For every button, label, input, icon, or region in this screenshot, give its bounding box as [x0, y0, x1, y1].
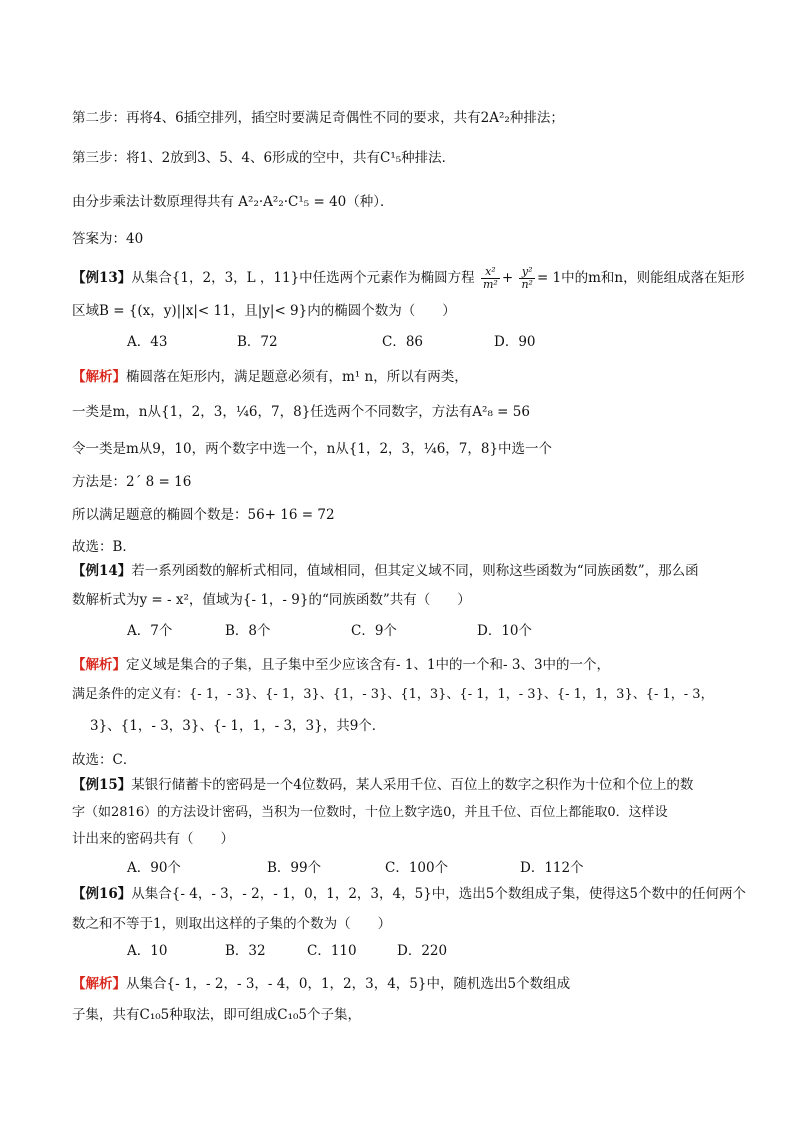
option-d: D．112个	[520, 860, 584, 876]
option-c: C．86	[382, 334, 424, 350]
example14-tag: 【例14】	[72, 563, 132, 579]
option-a: A．7个	[127, 623, 173, 639]
example15-line3: 计出来的密码共有（ ）	[72, 831, 234, 847]
example16-tag: 【例16】	[72, 886, 132, 902]
option-b: B．8个	[225, 623, 271, 639]
solution16-line1: 【解析】从集合{- 1，- 2，- 3，- 4，0，1，2，3，4，5}中，随机选出5个数组成	[72, 976, 571, 992]
option-c: C．9个	[351, 623, 397, 639]
product-line: 由分步乘法计数原理得共有 A²₂·A²₂·C¹₅ = 40（种）．	[72, 194, 394, 210]
answer-line: 答案为：40	[72, 231, 144, 247]
option-b: B．32	[225, 943, 266, 959]
solution14-line4: 故选：C．	[72, 752, 137, 768]
example14-options	[127, 622, 532, 640]
fraction-y2-n2: $\frac{\text{y²}}{\text{n²}}$	[521, 265, 533, 291]
example15-line1: 【例15】某银行储蓄卡的密码是一个4位数码，某人采用千位、百位上的数字之积作为十位和个位上的数	[72, 777, 694, 793]
option-c: C．100个	[385, 860, 449, 876]
option-c: C．110	[307, 943, 357, 959]
example15-tag: 【例15】	[72, 777, 132, 793]
solution13-line3: 令一类是m从9，10，两个数字中选一个，n从{1，2，3，¼6，7，8}中选一个	[72, 441, 553, 457]
example14-line1: 【例14】若一系列函数的解析式相同，值域相同，但其定义域不同，则称这些函数为“同族函数”，那么函	[72, 563, 699, 579]
option-a: A．43	[127, 334, 168, 350]
solution16-line2: 子集，共有C₁₀5种取法，即可组成C₁₀5个子集，	[72, 1007, 361, 1023]
plus-sign: +	[501, 270, 514, 286]
solution13-tag: 【解析】	[72, 369, 126, 385]
solution13-line5: 所以满足题意的椭圆个数是：56+ 16 = 72	[72, 507, 335, 523]
example13-text-b: = 1中的m和n，则能组成落在矩形	[536, 270, 745, 286]
solution16-tag: 【解析】	[72, 976, 126, 992]
example13-line2: 区域B = {(x，y)||x|< 11，且|y|< 9}内的椭圆个数为（ ）	[72, 303, 456, 319]
option-b: B．72	[237, 334, 278, 350]
option-d: D．90	[494, 334, 536, 350]
option-a: A．90个	[127, 860, 181, 876]
solution13-line1: 【解析】椭圆落在矩形内，满足题意必须有，m¹ n，所以有两类，	[72, 369, 468, 385]
example16-line2: 数之和不等于1，则取出这样的子集的个数为（ ）	[72, 916, 392, 932]
option-d: D．10个	[477, 623, 533, 639]
step3-line: 第三步：将1、2放到3、5、4、6形成的空中，共有C¹₅种排法．	[72, 150, 456, 166]
solution13-line2: 一类是m，n从{1，2，3，¼6，7，8}任选两个不同数字，方法有A²₈ = 56	[72, 404, 530, 420]
option-a: A．10	[127, 943, 168, 959]
option-b: B．99个	[267, 860, 322, 876]
example13-options	[127, 333, 536, 351]
example15-options	[127, 859, 584, 877]
example16-line1: 【例16】从集合{- 4，- 3，- 2，- 1，0，1，2，3，4，5}中，选出5个数组成子集，使得这5个数中的任何两个	[72, 886, 746, 902]
fraction-x2-m2: $\frac{\text{x²}}{\text{m²}}$	[482, 265, 498, 291]
solution13-line6: 故选：B．	[72, 539, 136, 555]
solution13-line4: 方法是：2´ 8 = 16	[72, 474, 192, 490]
option-d: D．220	[397, 943, 448, 959]
example13-tag: 【例13】	[72, 270, 132, 286]
solution14-tag: 【解析】	[72, 657, 126, 673]
example15-line2: 字（如2816）的方法设计密码，当积为一位数时，十位上数字选0，并且千位、百位上都能取0．这样设	[72, 805, 668, 820]
solution14-line2: 满足条件的定义有：{- 1，- 3}、{- 1，3}、{1，- 3}、{1，3}、{- 1，1，- 3}、{- 1，1，3}、{- 1，- 3，	[72, 687, 714, 702]
example13-line1	[72, 266, 745, 291]
solution14-line3: 3}、{1，- 3，3}、{- 1，1，- 3，3}，共9个．	[90, 718, 386, 734]
example13-text-a: 从集合{1，2，3，L ，11}中任选两个元素作为椭圆方程	[131, 270, 475, 286]
example16-options	[127, 942, 447, 960]
solution14-line1: 【解析】定义域是集合的子集，且子集中至少应该含有- 1、1中的一个和- 3、3中的一个，	[72, 657, 611, 673]
step2-line: 第二步：再将4、6插空排列，插空时要满足奇偶性不同的要求，共有2A²₂种排法；	[72, 110, 564, 126]
example14-line2: 数解析式为y = - x²，值域为{- 1，- 9}的“同族函数”共有（ ）	[72, 592, 471, 608]
